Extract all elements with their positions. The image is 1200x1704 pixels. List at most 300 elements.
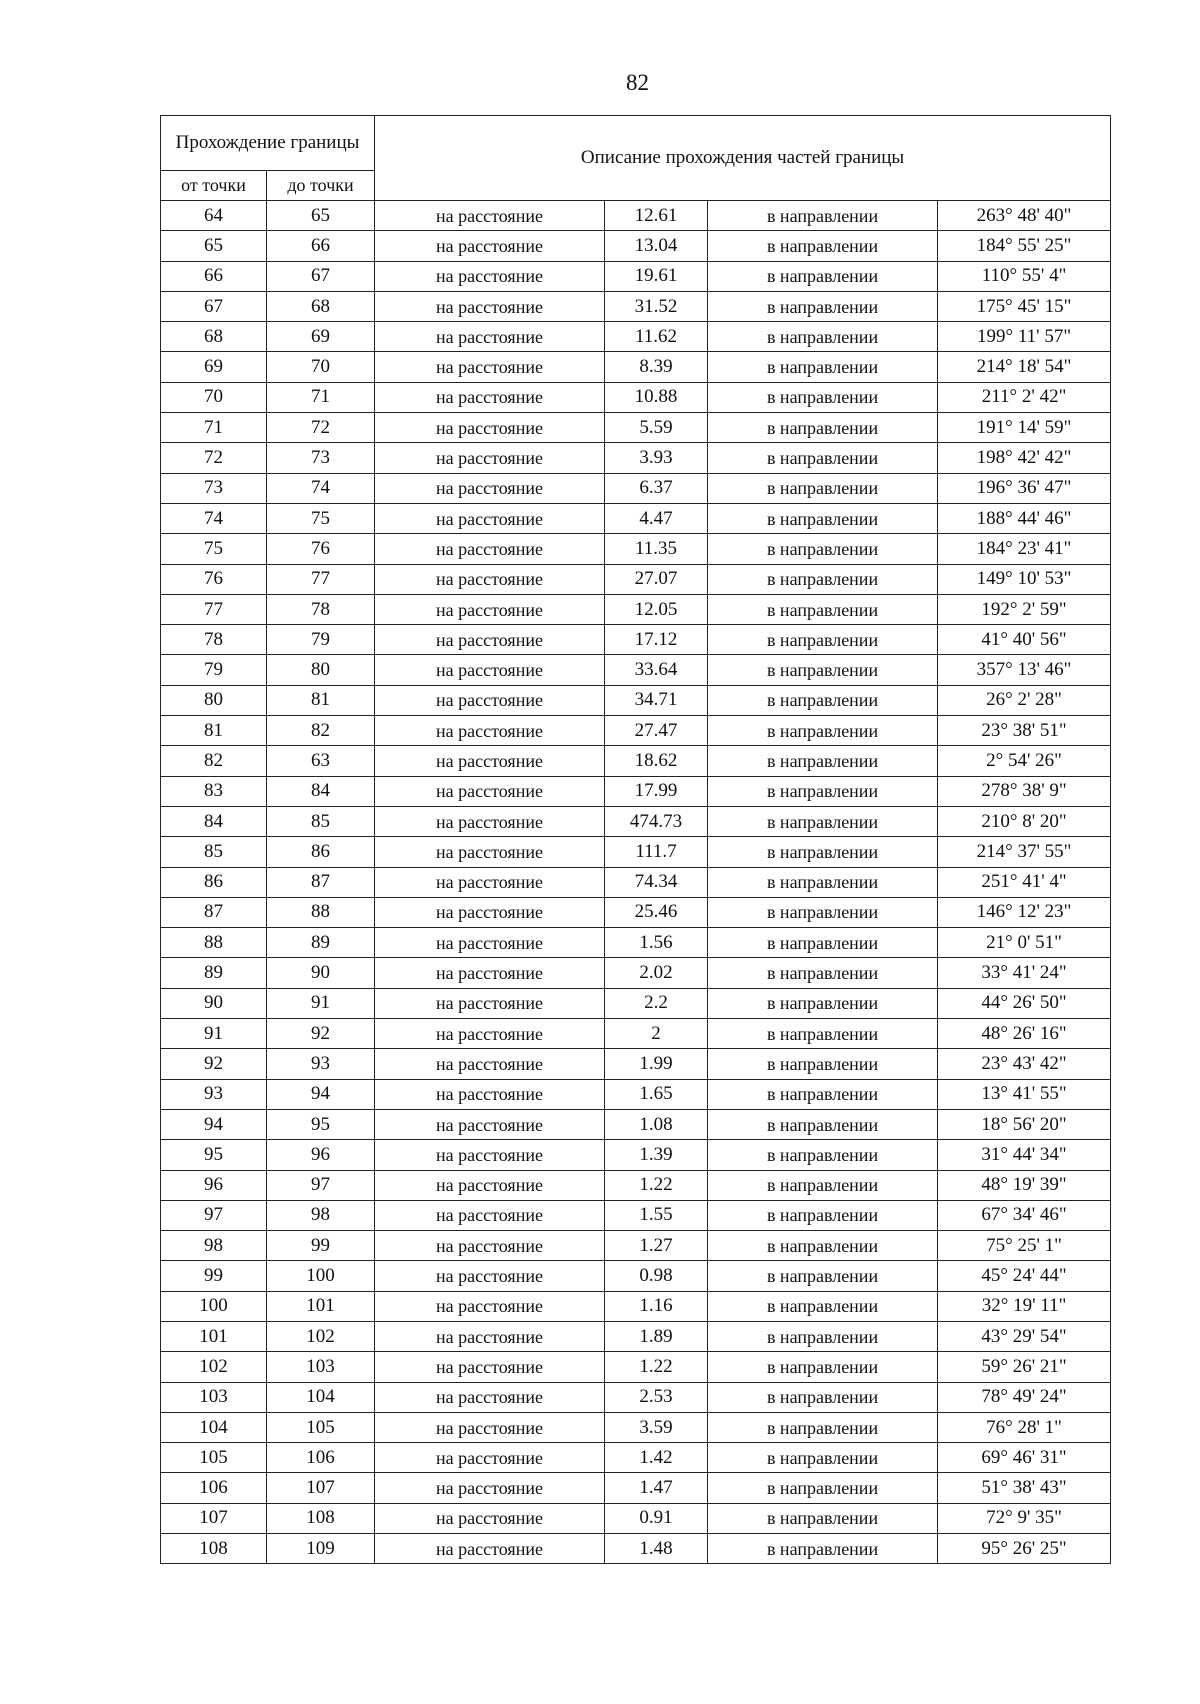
cell-distance-label: на расстояние [375, 1170, 605, 1200]
cell-bearing: 192° 2' 59" [938, 594, 1111, 624]
cell-to: 79 [267, 625, 375, 655]
cell-from: 103 [161, 1382, 267, 1412]
cell-to: 106 [267, 1443, 375, 1473]
cell-distance: 2.53 [605, 1382, 708, 1412]
cell-bearing: 210° 8' 20" [938, 806, 1111, 836]
cell-distance-label: на расстояние [375, 837, 605, 867]
table-row [161, 443, 1111, 473]
cell-distance-label: на расстояние [375, 746, 605, 776]
cell-direction-label: в направлении [708, 534, 938, 564]
cell-to: 101 [267, 1291, 375, 1321]
cell-to: 75 [267, 503, 375, 533]
cell-distance: 0.98 [605, 1261, 708, 1291]
cell-distance-label: на расстояние [375, 1291, 605, 1321]
cell-distance-label: на расстояние [375, 564, 605, 594]
cell-to: 63 [267, 746, 375, 776]
cell-distance: 0.91 [605, 1503, 708, 1533]
header-passage: Прохождение границы [161, 116, 375, 171]
table-row [161, 1412, 1111, 1442]
cell-direction-label: в направлении [708, 382, 938, 412]
cell-direction-label: в направлении [708, 958, 938, 988]
cell-distance-label: на расстояние [375, 1140, 605, 1170]
cell-distance-label: на расстояние [375, 655, 605, 685]
cell-direction-label: в направлении [708, 928, 938, 958]
cell-from: 102 [161, 1352, 267, 1382]
cell-distance-label: на расстояние [375, 716, 605, 746]
table-row [161, 1382, 1111, 1412]
cell-direction-label: в направлении [708, 1382, 938, 1412]
cell-direction-label: в направлении [708, 837, 938, 867]
cell-direction-label: в направлении [708, 1140, 938, 1170]
cell-bearing: 21° 0' 51" [938, 928, 1111, 958]
cell-bearing: 33° 41' 24" [938, 958, 1111, 988]
table-row [161, 291, 1111, 321]
cell-from: 73 [161, 473, 267, 503]
cell-to: 105 [267, 1412, 375, 1442]
cell-bearing: 191° 14' 59" [938, 413, 1111, 443]
table-row [161, 1109, 1111, 1139]
cell-distance: 1.42 [605, 1443, 708, 1473]
cell-direction-label: в направлении [708, 988, 938, 1018]
table-row [161, 594, 1111, 624]
table-row [161, 413, 1111, 443]
cell-from: 68 [161, 322, 267, 352]
cell-from: 84 [161, 806, 267, 836]
cell-to: 68 [267, 291, 375, 321]
table-row [161, 1079, 1111, 1109]
header-description: Описание прохождения частей границы [375, 116, 1111, 201]
cell-bearing: 146° 12' 23" [938, 897, 1111, 927]
cell-distance: 2 [605, 1019, 708, 1049]
cell-distance: 111.7 [605, 837, 708, 867]
cell-bearing: 26° 2' 28" [938, 685, 1111, 715]
cell-bearing: 76° 28' 1" [938, 1412, 1111, 1442]
cell-direction-label: в направлении [708, 594, 938, 624]
cell-bearing: 184° 55' 25" [938, 231, 1111, 261]
table-row [161, 685, 1111, 715]
cell-distance-label: на расстояние [375, 1412, 605, 1442]
cell-distance-label: на расстояние [375, 382, 605, 412]
cell-direction-label: в направлении [708, 1079, 938, 1109]
cell-bearing: 95° 26' 25" [938, 1534, 1111, 1564]
cell-from: 78 [161, 625, 267, 655]
cell-direction-label: в направлении [708, 655, 938, 685]
cell-direction-label: в направлении [708, 261, 938, 291]
cell-bearing: 211° 2' 42" [938, 382, 1111, 412]
cell-distance-label: на расстояние [375, 1321, 605, 1351]
cell-direction-label: в направлении [708, 1109, 938, 1139]
table-row [161, 837, 1111, 867]
table-row [161, 1321, 1111, 1351]
cell-distance: 5.59 [605, 413, 708, 443]
cell-bearing: 23° 43' 42" [938, 1049, 1111, 1079]
cell-to: 109 [267, 1534, 375, 1564]
table-row [161, 1049, 1111, 1079]
cell-direction-label: в направлении [708, 867, 938, 897]
cell-distance-label: на расстояние [375, 867, 605, 897]
cell-to: 89 [267, 928, 375, 958]
cell-distance-label: на расстояние [375, 1049, 605, 1079]
cell-from: 108 [161, 1534, 267, 1564]
table-row [161, 928, 1111, 958]
cell-bearing: 198° 42' 42" [938, 443, 1111, 473]
cell-from: 91 [161, 1019, 267, 1049]
cell-distance: 1.22 [605, 1170, 708, 1200]
table-row [161, 1352, 1111, 1382]
cell-to: 74 [267, 473, 375, 503]
cell-to: 88 [267, 897, 375, 927]
cell-bearing: 357° 13' 46" [938, 655, 1111, 685]
table-row [161, 1503, 1111, 1533]
cell-distance-label: на расстояние [375, 594, 605, 624]
header-to: до точки [267, 171, 375, 201]
cell-distance: 8.39 [605, 352, 708, 382]
cell-from: 82 [161, 746, 267, 776]
cell-to: 65 [267, 201, 375, 231]
cell-distance: 1.55 [605, 1200, 708, 1230]
cell-from: 66 [161, 261, 267, 291]
cell-distance-label: на расстояние [375, 473, 605, 503]
table-row [161, 958, 1111, 988]
cell-to: 107 [267, 1473, 375, 1503]
cell-to: 98 [267, 1200, 375, 1230]
cell-distance-label: на расстояние [375, 1534, 605, 1564]
cell-bearing: 18° 56' 20" [938, 1109, 1111, 1139]
cell-bearing: 196° 36' 47" [938, 473, 1111, 503]
cell-distance: 1.27 [605, 1231, 708, 1261]
cell-from: 74 [161, 503, 267, 533]
cell-from: 97 [161, 1200, 267, 1230]
cell-direction-label: в направлении [708, 443, 938, 473]
cell-from: 71 [161, 413, 267, 443]
cell-distance: 1.65 [605, 1079, 708, 1109]
table-row [161, 1261, 1111, 1291]
table-row [161, 806, 1111, 836]
table-row [161, 1534, 1111, 1564]
cell-to: 92 [267, 1019, 375, 1049]
cell-from: 92 [161, 1049, 267, 1079]
cell-bearing: 199° 11' 57" [938, 322, 1111, 352]
cell-distance: 3.59 [605, 1412, 708, 1442]
cell-bearing: 69° 46' 31" [938, 1443, 1111, 1473]
cell-from: 87 [161, 897, 267, 927]
cell-from: 105 [161, 1443, 267, 1473]
cell-bearing: 78° 49' 24" [938, 1382, 1111, 1412]
cell-to: 90 [267, 958, 375, 988]
cell-from: 77 [161, 594, 267, 624]
cell-from: 67 [161, 291, 267, 321]
cell-from: 93 [161, 1079, 267, 1109]
cell-to: 104 [267, 1382, 375, 1412]
cell-distance: 12.61 [605, 201, 708, 231]
cell-to: 80 [267, 655, 375, 685]
cell-direction-label: в направлении [708, 503, 938, 533]
table-row [161, 231, 1111, 261]
cell-distance-label: на расстояние [375, 958, 605, 988]
cell-direction-label: в направлении [708, 1412, 938, 1442]
cell-bearing: 13° 41' 55" [938, 1079, 1111, 1109]
cell-distance-label: на расстояние [375, 928, 605, 958]
cell-to: 91 [267, 988, 375, 1018]
boundary-table [160, 115, 1111, 1564]
cell-bearing: 51° 38' 43" [938, 1473, 1111, 1503]
cell-from: 70 [161, 382, 267, 412]
cell-from: 94 [161, 1109, 267, 1139]
cell-bearing: 278° 38' 9" [938, 776, 1111, 806]
cell-distance-label: на расстояние [375, 1231, 605, 1261]
cell-bearing: 67° 34' 46" [938, 1200, 1111, 1230]
cell-distance: 34.71 [605, 685, 708, 715]
cell-bearing: 59° 26' 21" [938, 1352, 1111, 1382]
cell-bearing: 48° 26' 16" [938, 1019, 1111, 1049]
cell-bearing: 263° 48' 40" [938, 201, 1111, 231]
table-row [161, 1443, 1111, 1473]
cell-direction-label: в направлении [708, 1352, 938, 1382]
cell-to: 95 [267, 1109, 375, 1139]
cell-from: 83 [161, 776, 267, 806]
cell-distance-label: на расстояние [375, 897, 605, 927]
cell-from: 101 [161, 1321, 267, 1351]
cell-direction-label: в направлении [708, 1473, 938, 1503]
table-row [161, 746, 1111, 776]
cell-from: 89 [161, 958, 267, 988]
cell-distance: 474.73 [605, 806, 708, 836]
cell-direction-label: в направлении [708, 1019, 938, 1049]
table-row [161, 988, 1111, 1018]
table-row [161, 201, 1111, 231]
table-row [161, 473, 1111, 503]
cell-distance: 13.04 [605, 231, 708, 261]
cell-from: 75 [161, 534, 267, 564]
cell-direction-label: в направлении [708, 1049, 938, 1079]
cell-direction-label: в направлении [708, 1170, 938, 1200]
cell-to: 97 [267, 1170, 375, 1200]
cell-direction-label: в направлении [708, 291, 938, 321]
cell-distance: 1.39 [605, 1140, 708, 1170]
cell-distance: 1.47 [605, 1473, 708, 1503]
cell-distance: 3.93 [605, 443, 708, 473]
cell-from: 96 [161, 1170, 267, 1200]
header-from: от точки [161, 171, 267, 201]
cell-distance-label: на расстояние [375, 1261, 605, 1291]
cell-distance: 25.46 [605, 897, 708, 927]
cell-distance-label: на расстояние [375, 261, 605, 291]
cell-to: 69 [267, 322, 375, 352]
cell-distance: 1.99 [605, 1049, 708, 1079]
cell-to: 87 [267, 867, 375, 897]
cell-to: 77 [267, 564, 375, 594]
cell-from: 65 [161, 231, 267, 261]
cell-distance-label: на расстояние [375, 988, 605, 1018]
cell-direction-label: в направлении [708, 1443, 938, 1473]
cell-bearing: 184° 23' 41" [938, 534, 1111, 564]
cell-distance: 17.99 [605, 776, 708, 806]
cell-bearing: 72° 9' 35" [938, 1503, 1111, 1533]
cell-direction-label: в направлении [708, 685, 938, 715]
cell-bearing: 23° 38' 51" [938, 716, 1111, 746]
cell-direction-label: в направлении [708, 776, 938, 806]
cell-bearing: 41° 40' 56" [938, 625, 1111, 655]
cell-distance-label: на расстояние [375, 1443, 605, 1473]
cell-distance-label: на расстояние [375, 534, 605, 564]
cell-direction-label: в направлении [708, 746, 938, 776]
cell-distance-label: на расстояние [375, 1200, 605, 1230]
cell-distance-label: на расстояние [375, 413, 605, 443]
cell-distance-label: на расстояние [375, 1019, 605, 1049]
cell-from: 88 [161, 928, 267, 958]
cell-distance-label: на расстояние [375, 443, 605, 473]
cell-distance-label: на расстояние [375, 1079, 605, 1109]
cell-distance: 1.16 [605, 1291, 708, 1321]
cell-distance-label: на расстояние [375, 201, 605, 231]
cell-from: 79 [161, 655, 267, 685]
cell-from: 85 [161, 837, 267, 867]
cell-bearing: 43° 29' 54" [938, 1321, 1111, 1351]
cell-from: 107 [161, 1503, 267, 1533]
table-row [161, 382, 1111, 412]
cell-to: 71 [267, 382, 375, 412]
cell-distance: 74.34 [605, 867, 708, 897]
cell-bearing: 44° 26' 50" [938, 988, 1111, 1018]
cell-to: 78 [267, 594, 375, 624]
table-row [161, 322, 1111, 352]
cell-distance-label: на расстояние [375, 806, 605, 836]
cell-from: 64 [161, 201, 267, 231]
cell-to: 108 [267, 1503, 375, 1533]
table-row [161, 564, 1111, 594]
cell-bearing: 32° 19' 11" [938, 1291, 1111, 1321]
cell-bearing: 188° 44' 46" [938, 503, 1111, 533]
cell-bearing: 214° 37' 55" [938, 837, 1111, 867]
cell-to: 67 [267, 261, 375, 291]
cell-to: 93 [267, 1049, 375, 1079]
cell-from: 95 [161, 1140, 267, 1170]
cell-direction-label: в направлении [708, 413, 938, 443]
table-row [161, 1170, 1111, 1200]
cell-direction-label: в направлении [708, 897, 938, 927]
cell-distance: 1.89 [605, 1321, 708, 1351]
cell-distance-label: на расстояние [375, 322, 605, 352]
cell-distance: 27.07 [605, 564, 708, 594]
cell-direction-label: в направлении [708, 716, 938, 746]
cell-bearing: 175° 45' 15" [938, 291, 1111, 321]
cell-direction-label: в направлении [708, 1503, 938, 1533]
cell-distance: 2.2 [605, 988, 708, 1018]
cell-distance-label: на расстояние [375, 1382, 605, 1412]
cell-bearing: 75° 25' 1" [938, 1231, 1111, 1261]
cell-distance-label: на расстояние [375, 503, 605, 533]
page-number: 82 [626, 70, 649, 95]
cell-distance: 1.08 [605, 1109, 708, 1139]
cell-distance: 1.48 [605, 1534, 708, 1564]
cell-from: 86 [161, 867, 267, 897]
cell-bearing: 149° 10' 53" [938, 564, 1111, 594]
cell-direction-label: в направлении [708, 322, 938, 352]
cell-distance-label: на расстояние [375, 231, 605, 261]
cell-bearing: 2° 54' 26" [938, 746, 1111, 776]
table-row [161, 867, 1111, 897]
cell-direction-label: в направлении [708, 352, 938, 382]
cell-direction-label: в направлении [708, 1291, 938, 1321]
cell-direction-label: в направлении [708, 201, 938, 231]
cell-distance-label: на расстояние [375, 352, 605, 382]
table-row [161, 352, 1111, 382]
cell-distance: 6.37 [605, 473, 708, 503]
cell-distance-label: на расстояние [375, 685, 605, 715]
cell-from: 76 [161, 564, 267, 594]
cell-to: 86 [267, 837, 375, 867]
cell-distance: 11.35 [605, 534, 708, 564]
cell-from: 69 [161, 352, 267, 382]
cell-distance: 10.88 [605, 382, 708, 412]
cell-direction-label: в направлении [708, 1261, 938, 1291]
cell-to: 84 [267, 776, 375, 806]
cell-to: 82 [267, 716, 375, 746]
cell-distance: 1.22 [605, 1352, 708, 1382]
cell-direction-label: в направлении [708, 473, 938, 503]
cell-direction-label: в направлении [708, 806, 938, 836]
cell-distance-label: на расстояние [375, 1473, 605, 1503]
cell-distance: 4.47 [605, 503, 708, 533]
table-row [161, 1200, 1111, 1230]
cell-to: 103 [267, 1352, 375, 1382]
table-row [161, 534, 1111, 564]
cell-to: 73 [267, 443, 375, 473]
cell-direction-label: в направлении [708, 1200, 938, 1230]
cell-to: 81 [267, 685, 375, 715]
cell-direction-label: в направлении [708, 564, 938, 594]
table-row [161, 897, 1111, 927]
cell-distance-label: на расстояние [375, 1352, 605, 1382]
cell-distance-label: на расстояние [375, 776, 605, 806]
cell-distance-label: на расстояние [375, 291, 605, 321]
cell-bearing: 48° 19' 39" [938, 1170, 1111, 1200]
cell-from: 72 [161, 443, 267, 473]
cell-distance: 19.61 [605, 261, 708, 291]
cell-distance: 1.56 [605, 928, 708, 958]
cell-to: 66 [267, 231, 375, 261]
cell-from: 100 [161, 1291, 267, 1321]
table-body [161, 201, 1111, 1564]
cell-distance-label: на расстояние [375, 1109, 605, 1139]
cell-to: 99 [267, 1231, 375, 1261]
cell-to: 72 [267, 413, 375, 443]
cell-bearing: 45° 24' 44" [938, 1261, 1111, 1291]
table-row [161, 716, 1111, 746]
cell-from: 104 [161, 1412, 267, 1442]
cell-bearing: 31° 44' 34" [938, 1140, 1111, 1170]
cell-bearing: 110° 55' 4" [938, 261, 1111, 291]
cell-distance: 18.62 [605, 746, 708, 776]
cell-distance: 33.64 [605, 655, 708, 685]
cell-distance-label: на расстояние [375, 1503, 605, 1533]
cell-direction-label: в направлении [708, 1231, 938, 1261]
cell-to: 70 [267, 352, 375, 382]
cell-to: 96 [267, 1140, 375, 1170]
cell-distance: 31.52 [605, 291, 708, 321]
cell-direction-label: в направлении [708, 231, 938, 261]
cell-distance: 17.12 [605, 625, 708, 655]
cell-distance: 12.05 [605, 594, 708, 624]
cell-bearing: 214° 18' 54" [938, 352, 1111, 382]
cell-direction-label: в направлении [708, 1534, 938, 1564]
cell-distance: 27.47 [605, 716, 708, 746]
cell-from: 90 [161, 988, 267, 1018]
cell-direction-label: в направлении [708, 1321, 938, 1351]
cell-from: 99 [161, 1261, 267, 1291]
cell-direction-label: в направлении [708, 625, 938, 655]
table-row [161, 655, 1111, 685]
